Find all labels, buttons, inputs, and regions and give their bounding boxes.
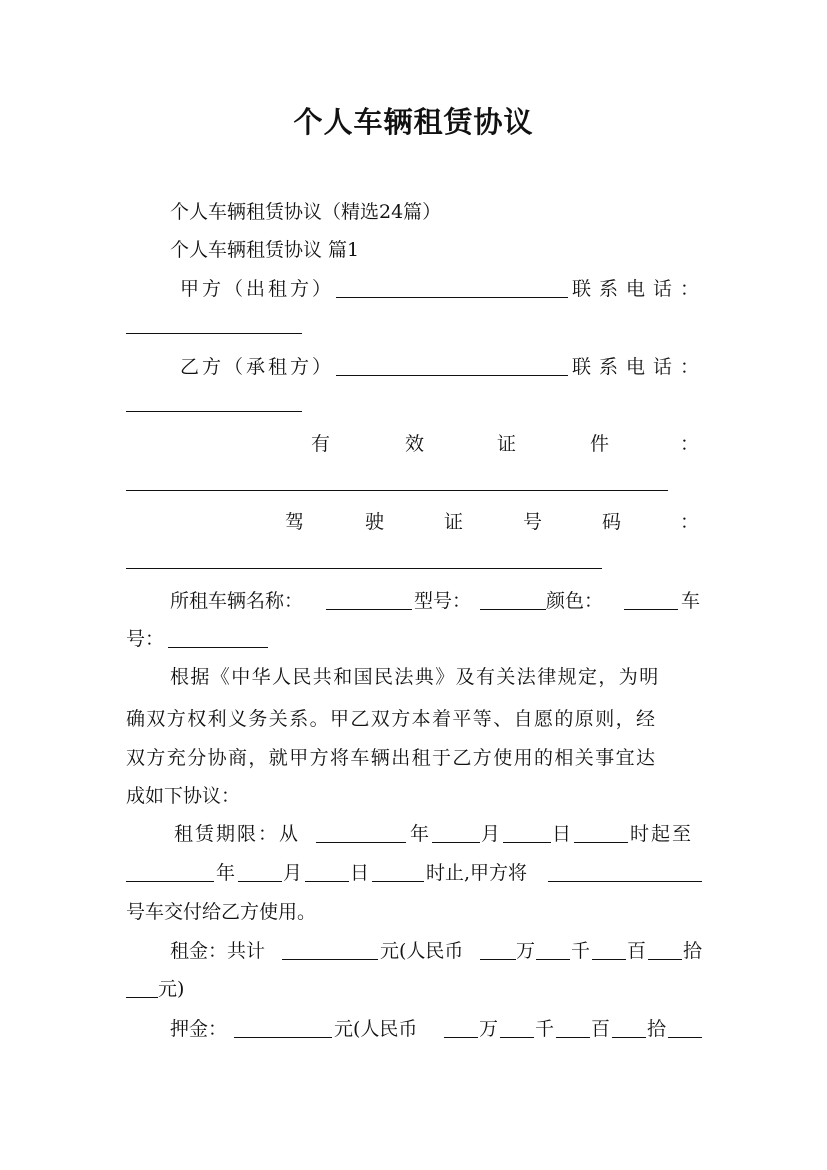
rent-shi: 拾: [683, 940, 703, 962]
rent-yuan-label: 元(人民币: [380, 940, 464, 962]
party-b-label: 乙方（承租方）: [180, 356, 335, 378]
period-start-day-blank[interactable]: [503, 842, 551, 843]
id-char-1: 有: [311, 433, 331, 455]
party-b-phone-blank[interactable]: [126, 411, 302, 412]
deposit-shi: 拾: [647, 1018, 667, 1040]
rent-wan: 万: [516, 940, 536, 962]
rent-bai: 百: [627, 940, 647, 962]
license-char-5: 码: [602, 511, 622, 533]
intro-text-2: 确双方权利义务关系。甲乙双方本着平等、自愿的原则，经: [126, 708, 657, 730]
period-start-hour-blank[interactable]: [574, 842, 628, 843]
vehicle-name-blank[interactable]: [326, 609, 412, 610]
id-number-blank[interactable]: [126, 490, 668, 491]
deposit-qian-blank[interactable]: [500, 1037, 534, 1038]
period-end-day-blank[interactable]: [305, 881, 349, 882]
period-label: 租赁期限：从: [174, 823, 301, 845]
license-char-2: 驶: [365, 511, 385, 533]
deposit-qian: 千: [535, 1018, 555, 1040]
deposit-amount-blank[interactable]: [234, 1037, 332, 1038]
period-start-year-blank[interactable]: [316, 842, 406, 843]
deposit-wan-blank[interactable]: [444, 1037, 478, 1038]
rent-shi-blank[interactable]: [648, 959, 682, 960]
party-a-phone-blank[interactable]: [126, 333, 302, 334]
period-from-label: 时起至: [630, 823, 694, 845]
period-end-month-blank[interactable]: [238, 881, 282, 882]
id-colon: ：: [680, 433, 700, 455]
deposit-shi-blank[interactable]: [612, 1037, 646, 1038]
rent-qian: 千: [571, 940, 591, 962]
license-char-4: 号: [523, 511, 543, 533]
license-number-blank[interactable]: [126, 568, 602, 569]
period-plate-blank[interactable]: [548, 881, 702, 882]
rent-qian-blank[interactable]: [536, 959, 570, 960]
intro-text-4: 成如下协议：: [126, 785, 241, 807]
period-end-hour-blank[interactable]: [372, 881, 424, 882]
period-end-label: 时止,甲方将: [426, 862, 528, 884]
period-end-year: 年: [216, 862, 236, 884]
period-handover: 号车交付给乙方使用。: [126, 901, 317, 923]
deposit-bai: 百: [591, 1018, 611, 1040]
vehicle-plate-label-1: 车: [681, 590, 701, 612]
intro-text-3: 双方充分协商，就甲方将车辆出租于乙方使用的相关事宜达: [126, 747, 657, 769]
deposit-wan: 万: [479, 1018, 499, 1040]
license-colon: ：: [680, 511, 700, 533]
period-start-day: 日: [552, 823, 572, 845]
rent-label: 租金：共计: [170, 940, 266, 962]
rent-amount-blank[interactable]: [282, 959, 378, 960]
period-start-month-blank[interactable]: [432, 842, 480, 843]
period-end-day: 日: [350, 862, 370, 884]
party-a-phone-label: 联系电话：: [572, 278, 708, 300]
deposit-bai-blank[interactable]: [556, 1037, 590, 1038]
deposit-yuan-label: 元(人民币: [334, 1018, 418, 1040]
period-start-month: 月: [481, 823, 501, 845]
vehicle-model-label: 型号：: [414, 590, 472, 612]
subtitle: 个人车辆租赁协议（精选24篇）: [170, 201, 442, 223]
section-heading: 个人车辆租赁协议 篇1: [170, 239, 360, 261]
rent-yuan-blank[interactable]: [126, 997, 158, 998]
license-char-3: 证: [444, 511, 464, 533]
vehicle-name-label: 所租车辆名称：: [170, 590, 304, 612]
party-a-name-blank[interactable]: [336, 297, 568, 298]
intro-text-1: 根据《中华人民共和国民法典》及有关法律规定，为明: [170, 666, 660, 688]
vehicle-plate-label-2: 号：: [126, 628, 165, 650]
deposit-label: 押金：: [170, 1018, 228, 1040]
period-start-year: 年: [410, 823, 430, 845]
vehicle-color-label: 颜色：: [546, 590, 604, 612]
rent-bai-blank[interactable]: [592, 959, 626, 960]
party-b-phone-label: 联系电话：: [572, 356, 708, 378]
party-b-name-blank[interactable]: [336, 375, 568, 376]
id-char-2: 效: [405, 433, 425, 455]
deposit-tail-blank[interactable]: [668, 1037, 702, 1038]
rent-wan-blank[interactable]: [480, 959, 516, 960]
id-char-3: 证: [497, 433, 517, 455]
period-end-year-blank[interactable]: [126, 881, 214, 882]
vehicle-color-blank[interactable]: [624, 609, 678, 610]
document-title: 个人车辆租赁协议: [293, 105, 534, 139]
id-char-4: 件: [590, 433, 610, 455]
rent-close: 元): [158, 978, 185, 1000]
vehicle-plate-blank[interactable]: [168, 647, 268, 648]
period-end-month: 月: [283, 862, 303, 884]
vehicle-model-blank[interactable]: [480, 609, 546, 610]
party-a-label: 甲方（出租方）: [180, 278, 335, 300]
license-char-1: 驾: [285, 511, 305, 533]
